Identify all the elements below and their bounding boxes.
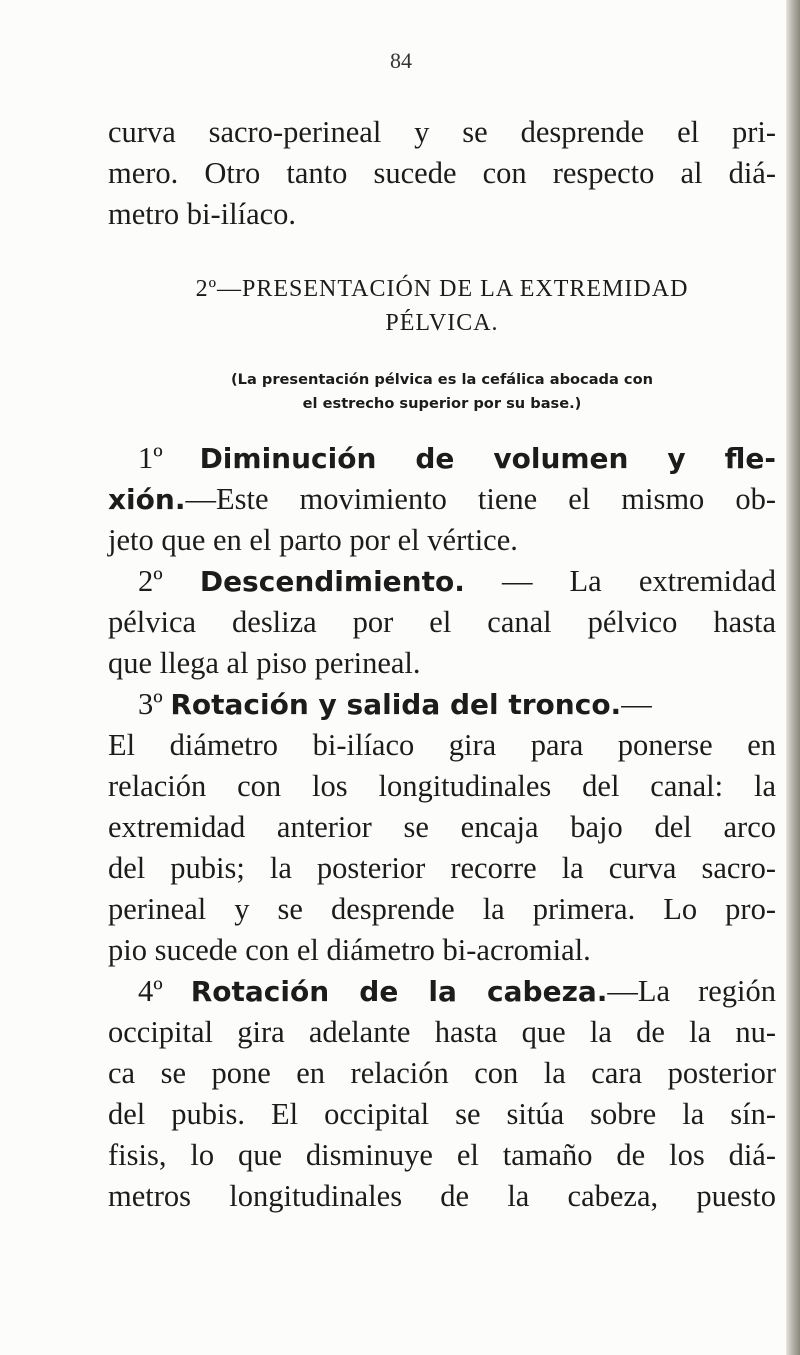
text-line: extremidad anterior se encaja bajo del arco: [108, 810, 776, 844]
text-line: metros longitudinales de la cabeza, puesto: [108, 1179, 776, 1213]
text-line: occipital gira adelante hasta que la de la nu-: [108, 1015, 776, 1049]
page-edge-shadow: [786, 0, 800, 1355]
text-line: pélvica desliza por el canal pélvico hasta: [108, 605, 776, 639]
intro-paragraph: [108, 112, 776, 235]
section-2: [108, 561, 776, 684]
heading-line: PÉLVICA.: [385, 310, 499, 336]
section-number: 4º: [138, 974, 163, 1008]
heading-note: [108, 368, 776, 416]
text-line: del pubis. El occipital se sitúa sobre la sín-: [108, 1097, 776, 1131]
text-line: [108, 479, 776, 520]
section-title-line: [108, 971, 776, 1012]
text-line: que llega al piso perineal.: [108, 646, 421, 680]
section-number: 3º: [138, 687, 163, 721]
section-body-first: — La extremidad: [464, 564, 777, 598]
text-line: del pubis; la posterior recorre la curva sacro-: [108, 851, 776, 885]
text-line: perineal y se desprende la primera. Lo pro-: [108, 892, 776, 926]
text-line: jeto que en el parto por el vértice.: [108, 523, 518, 557]
section-heading: [108, 272, 776, 340]
text-line: pio sucede con el diámetro bi-acromial.: [108, 933, 591, 967]
section-body-first: —: [621, 687, 652, 721]
text-line: relación con los longitudinales del canal: la: [108, 769, 776, 803]
section-body-first: —La región: [607, 974, 776, 1008]
section-number: 2º: [138, 564, 163, 598]
section-title: Descendimiento.: [199, 565, 465, 598]
text-line: curva sacro-perineal y se desprende el pri-: [108, 115, 776, 149]
section-title-line: [108, 561, 776, 602]
heading-line: 2º—PRESENTACIÓN DE LA EXTREMIDAD: [195, 276, 689, 302]
text-line: ca se pone en relación con la cara posterior: [108, 1056, 776, 1090]
section-1: [108, 438, 776, 561]
section-title-line: [108, 684, 776, 725]
section-number: 1º: [138, 441, 163, 475]
section-title-line: [108, 438, 776, 479]
section-title: Rotación de la cabeza.: [190, 975, 608, 1008]
section-3: [108, 684, 776, 971]
text-line: mero. Otro tanto sucede con respecto al diá-: [108, 156, 776, 190]
text-line: fisis, lo que disminuye el tamaño de los diá-: [108, 1138, 776, 1172]
page-number: 84: [390, 48, 412, 73]
section-body-first: —Este movimiento tiene el mismo ob-: [185, 482, 776, 516]
section-title: Diminución de volumen y fle-: [199, 442, 777, 475]
note-line: el estrecho superior por su base.): [302, 395, 582, 412]
text-line: El diámetro bi-ilíaco gira para ponerse en: [108, 728, 776, 762]
section-title: Rotación y salida del tronco.: [170, 688, 622, 721]
note-line: (La presentación pélvica es la cefálica abocada con: [230, 371, 653, 388]
section-title-cont: xión.: [108, 483, 186, 516]
text-line: metro bi-ilíaco.: [108, 197, 297, 231]
section-4: [108, 971, 776, 1217]
